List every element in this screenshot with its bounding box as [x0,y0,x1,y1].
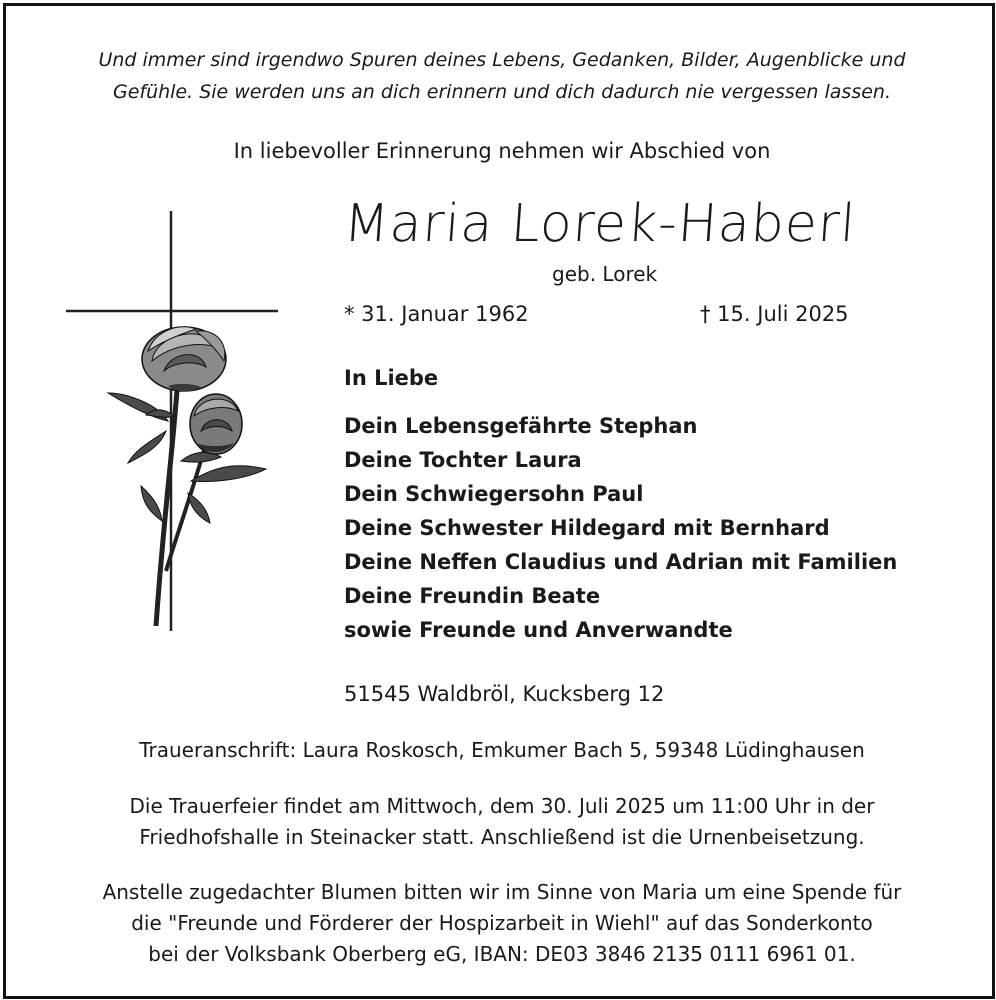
memorial-quote [6,44,996,108]
mourner: Deine Neffen Claudius und Adrian mit Familien [344,550,898,574]
mourner: Dein Schwiegersohn Paul [344,482,644,506]
love-heading: In Liebe [344,366,439,390]
mourner: Deine Freundin Beate [344,584,601,608]
mourner: Deine Tochter Laura [344,448,582,472]
ceremony-info [6,791,996,853]
donation-info [6,877,996,970]
residence-address: 51545 Waldbröl, Kucksberg 12 [344,682,665,706]
mourning-address: Traueranschrift: Laura Roskosch, Emkumer Bach 5, 59348 Lüdinghausen [139,738,865,762]
donation-line: Anstelle zugedachter Blumen bitten wir im Sinne von Maria um eine Spende für [102,880,902,904]
rose-bud [190,394,242,454]
obituary-frame [3,3,995,999]
rose-blossom [142,327,226,392]
deceased-name: Maria Lorek-Haberl [341,194,858,254]
farewell-intro: In liebevoller Erinnerung nehmen wir Abschied von [233,139,771,163]
mourner: Deine Schwester Hildegard mit Bernhard [344,516,830,540]
ceremony-line: Friedhofshalle in Steinacker statt. Anschließend ist die Urnenbeisetzung. [139,825,865,849]
death-date: † 15. Juli 2025 [700,302,849,326]
birth-name: geb. Lorek [552,262,658,286]
donation-line: bei der Volksbank Oberberg eG, IBAN: DE03 3846 2135 0111 6961 01. [148,942,856,966]
mourner: sowie Freunde und Anverwandte [344,618,733,642]
birth-date: * 31. Januar 1962 [344,302,529,326]
donation-line: die "Freunde und Förderer der Hospizarbeit in Wiehl" auf das Sonderkonto [131,911,873,935]
cross-with-roses-icon [56,211,286,641]
mourners-list [344,409,897,647]
quote-line: Und immer sind irgendwo Spuren deines Lebens, Gedanken, Bilder, Augenblicke und [98,49,906,71]
quote-line: Gefühle. Sie werden uns an dich erinnern und dich dadurch nie vergessen lassen. [112,81,892,103]
mourner: Dein Lebensgefährte Stephan [344,414,698,438]
ceremony-line: Die Trauerfeier findet am Mittwoch, dem 30. Juli 2025 um 11:00 Uhr in der [129,794,875,818]
